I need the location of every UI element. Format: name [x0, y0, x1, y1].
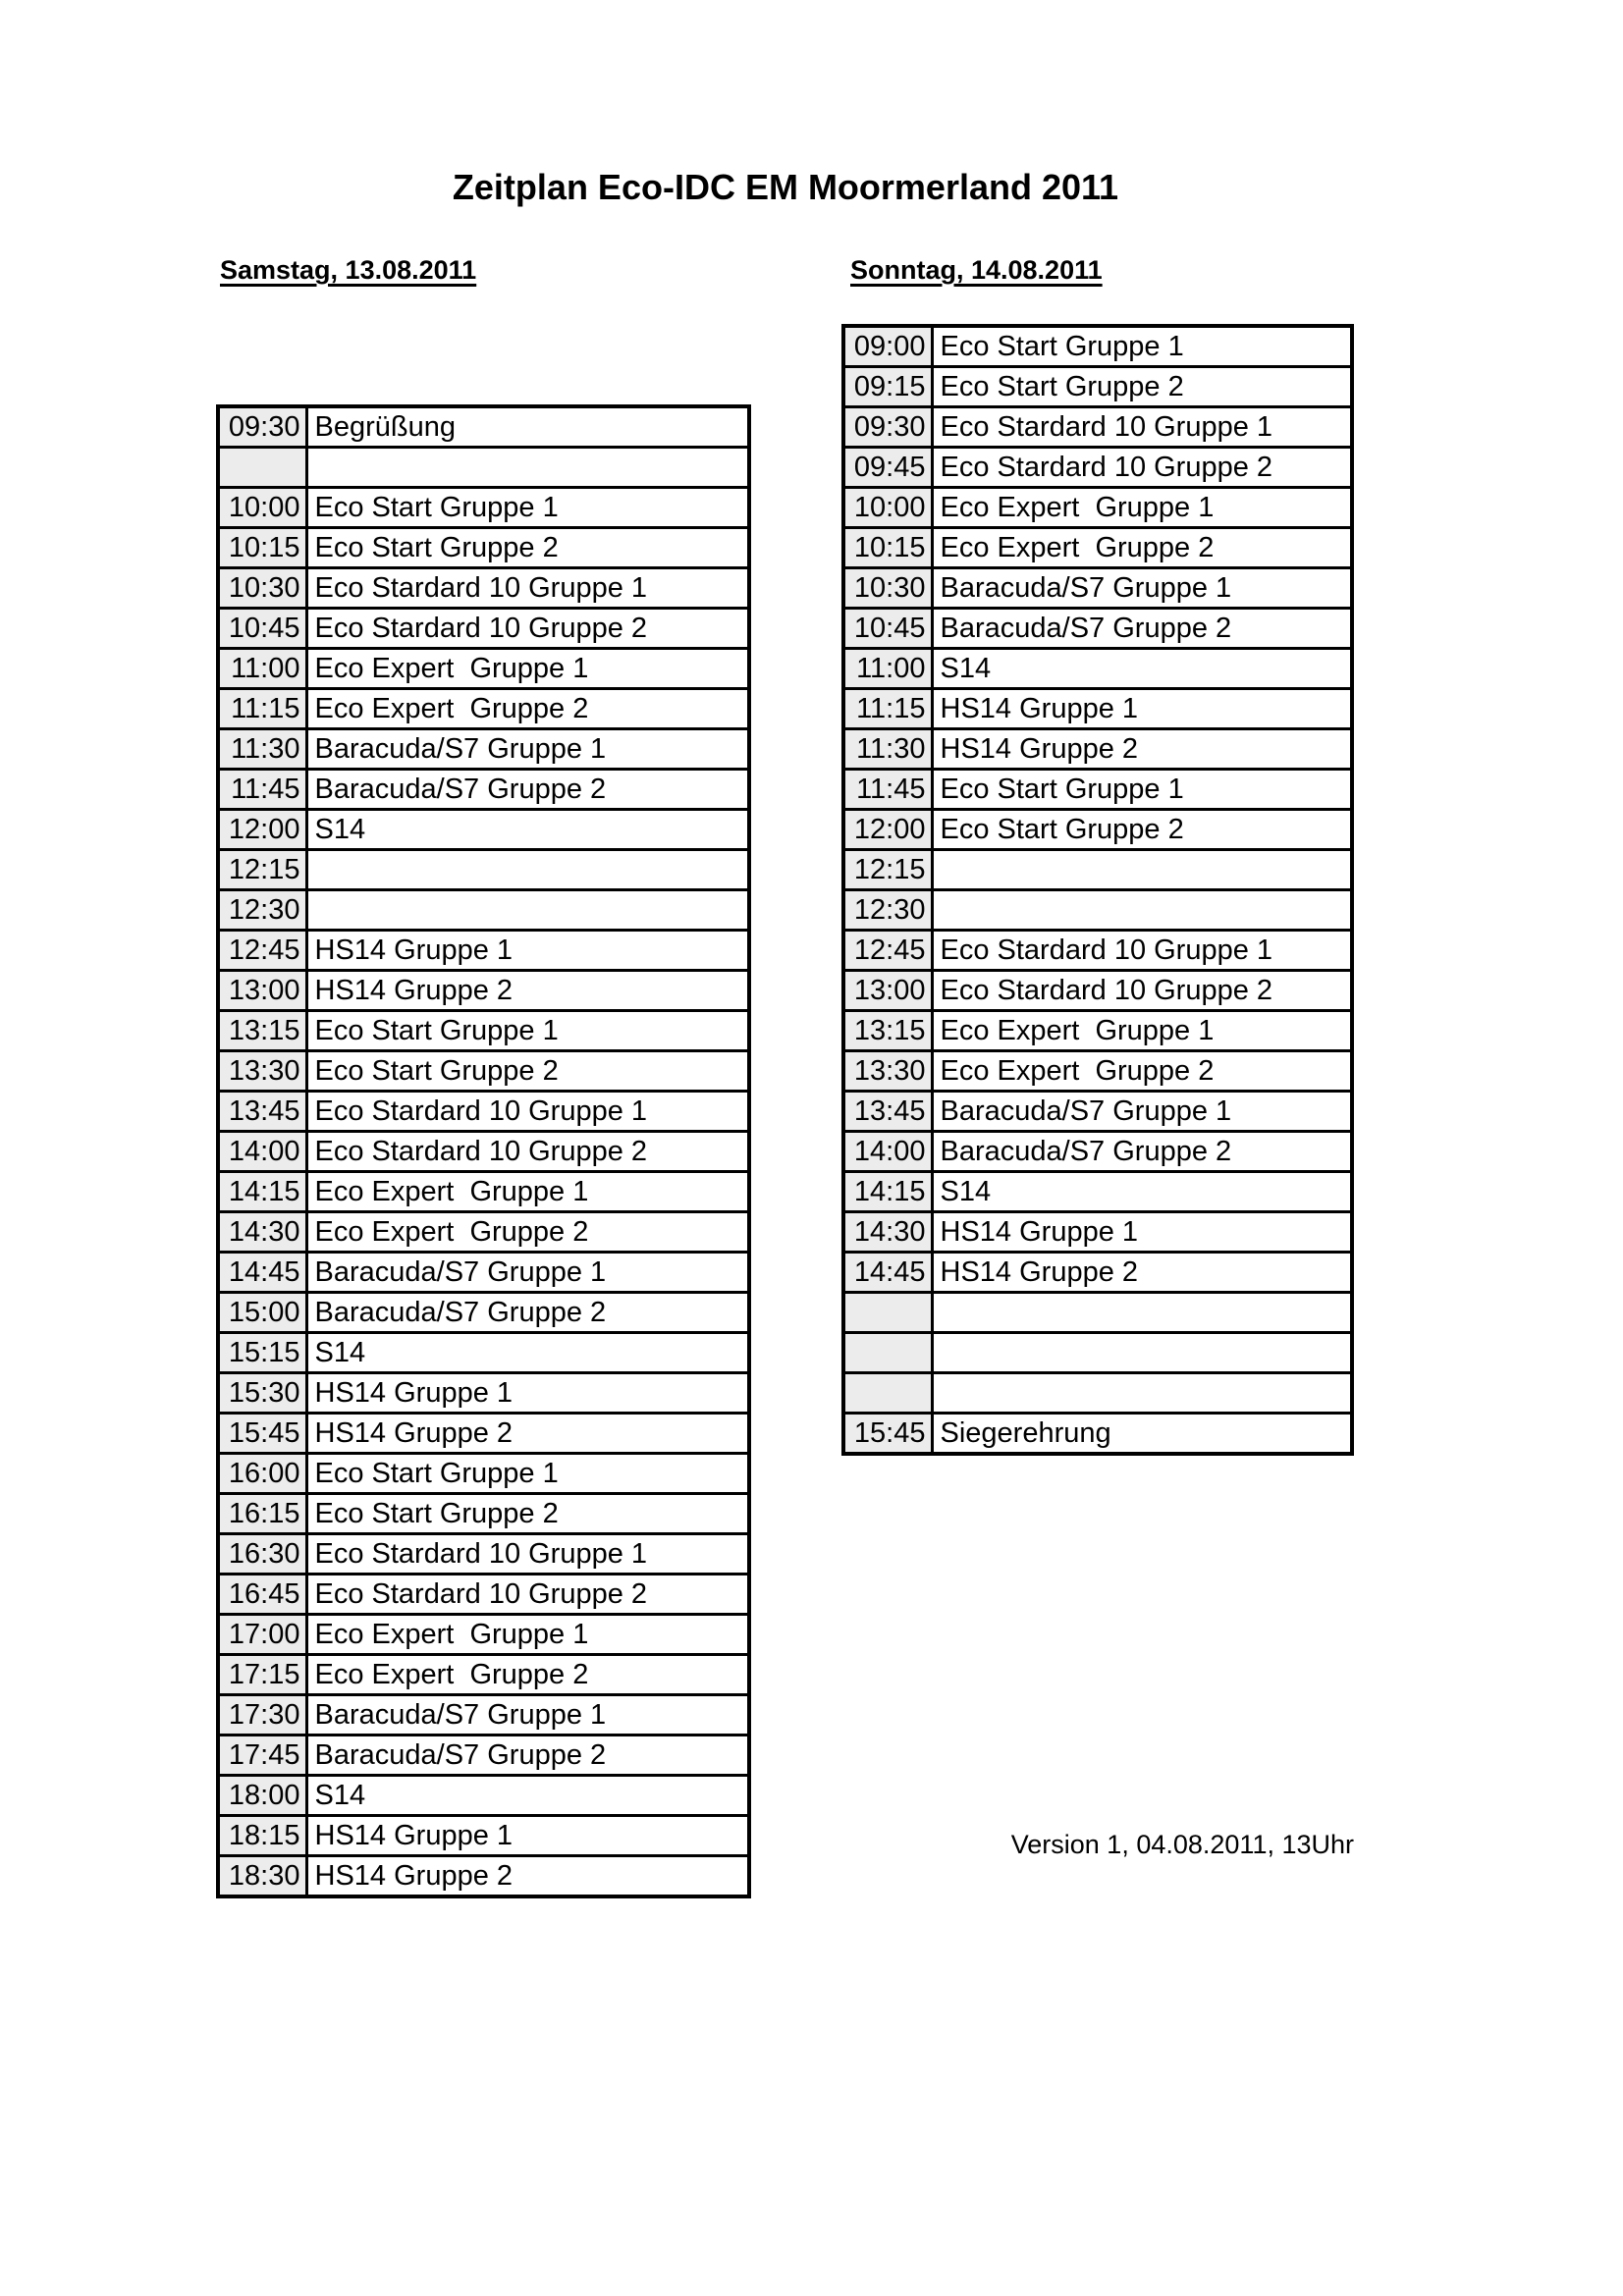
time-cell: 11:15	[843, 689, 932, 729]
event-cell: Baracuda/S7 Gruppe 1	[306, 729, 749, 770]
time-cell: 17:00	[218, 1615, 306, 1655]
time-cell: 15:15	[218, 1333, 306, 1373]
event-cell: Eco Start Gruppe 1	[306, 1454, 749, 1494]
schedule-row	[218, 1856, 749, 1897]
time-cell: 11:00	[218, 649, 306, 689]
time-cell: 17:45	[218, 1735, 306, 1776]
schedule-row	[843, 890, 1352, 931]
time-cell: 12:00	[843, 810, 932, 850]
schedule-row	[218, 971, 749, 1011]
event-cell: Eco Start Gruppe 1	[306, 488, 749, 528]
time-cell: 14:30	[218, 1212, 306, 1253]
event-cell: Eco Stardard 10 Gruppe 2	[932, 971, 1352, 1011]
event-cell: Eco Expert Gruppe 2	[306, 1212, 749, 1253]
schedule-row	[843, 1011, 1352, 1051]
schedule-row	[218, 1575, 749, 1615]
schedule-row	[843, 931, 1352, 971]
event-cell: S14	[932, 1172, 1352, 1212]
time-cell: 14:45	[218, 1253, 306, 1293]
event-cell: Baracuda/S7 Gruppe 1	[306, 1253, 749, 1293]
schedule-row	[218, 1172, 749, 1212]
event-cell: Baracuda/S7 Gruppe 2	[306, 770, 749, 810]
time-cell: 12:15	[218, 850, 306, 890]
schedule-row	[843, 609, 1352, 649]
event-cell: Eco Stardard 10 Gruppe 2	[306, 1132, 749, 1172]
schedule-row	[218, 1534, 749, 1575]
schedule-row	[218, 1816, 749, 1856]
schedule-row	[843, 770, 1352, 810]
event-cell: S14	[932, 649, 1352, 689]
schedule-row	[843, 568, 1352, 609]
time-cell: 10:30	[843, 568, 932, 609]
event-cell: HS14 Gruppe 1	[306, 1373, 749, 1414]
time-cell: 14:15	[843, 1172, 932, 1212]
schedule-row	[218, 1293, 749, 1333]
schedule-row	[218, 1414, 749, 1454]
time-cell: 10:30	[218, 568, 306, 609]
time-cell: 11:30	[843, 729, 932, 770]
schedule-row	[218, 1735, 749, 1776]
event-cell: HS14 Gruppe 2	[306, 1414, 749, 1454]
event-cell: Eco Start Gruppe 2	[306, 1494, 749, 1534]
event-cell: Eco Start Gruppe 2	[932, 810, 1352, 850]
event-cell: Baracuda/S7 Gruppe 2	[932, 1132, 1352, 1172]
time-cell: 13:30	[843, 1051, 932, 1092]
time-cell: 12:00	[218, 810, 306, 850]
event-cell: Baracuda/S7 Gruppe 2	[932, 609, 1352, 649]
event-cell	[932, 1333, 1352, 1373]
schedule-row	[218, 528, 749, 568]
schedule-row	[843, 1172, 1352, 1212]
schedule-row	[218, 890, 749, 931]
time-cell: 16:45	[218, 1575, 306, 1615]
schedule-row	[218, 1776, 749, 1816]
schedule-row	[843, 1092, 1352, 1132]
time-cell: 11:15	[218, 689, 306, 729]
schedule-row	[218, 1373, 749, 1414]
time-cell: 14:45	[843, 1253, 932, 1293]
schedule-row	[843, 729, 1352, 770]
time-cell	[843, 1293, 932, 1333]
event-cell: S14	[306, 1776, 749, 1816]
time-cell: 13:30	[218, 1051, 306, 1092]
version-footer: Version 1, 04.08.2011, 13Uhr	[1010, 1830, 1354, 1859]
event-cell: HS14 Gruppe 1	[932, 689, 1352, 729]
event-cell: Eco Stardard 10 Gruppe 1	[932, 407, 1352, 448]
time-cell	[218, 448, 306, 488]
time-cell: 09:00	[843, 326, 932, 367]
schedule-row	[843, 1373, 1352, 1414]
event-cell: HS14 Gruppe 1	[932, 1212, 1352, 1253]
event-cell: Baracuda/S7 Gruppe 1	[932, 568, 1352, 609]
schedule-row	[218, 1212, 749, 1253]
schedule-row	[843, 689, 1352, 729]
schedule-row	[843, 488, 1352, 528]
time-cell: 18:00	[218, 1776, 306, 1816]
schedule-row	[843, 448, 1352, 488]
time-cell	[843, 1373, 932, 1414]
time-cell: 18:15	[218, 1816, 306, 1856]
event-cell	[306, 850, 749, 890]
event-cell: HS14 Gruppe 1	[306, 1816, 749, 1856]
time-cell: 18:30	[218, 1856, 306, 1897]
schedule-row	[218, 1051, 749, 1092]
time-cell: 10:00	[218, 488, 306, 528]
event-cell: Eco Stardard 10 Gruppe 1	[306, 568, 749, 609]
event-cell: Eco Start Gruppe 1	[932, 770, 1352, 810]
schedule-row	[218, 568, 749, 609]
event-cell: HS14 Gruppe 2	[306, 971, 749, 1011]
time-cell: 09:15	[843, 367, 932, 407]
event-cell	[932, 1293, 1352, 1333]
event-cell: HS14 Gruppe 2	[306, 1856, 749, 1897]
event-cell: Eco Expert Gruppe 1	[306, 649, 749, 689]
event-cell: HS14 Gruppe 2	[932, 1253, 1352, 1293]
time-cell: 09:30	[218, 406, 306, 448]
saturday-table-body	[218, 406, 749, 1896]
event-cell: S14	[306, 1333, 749, 1373]
time-cell: 13:00	[843, 971, 932, 1011]
schedule-row	[218, 1615, 749, 1655]
sunday-heading: Sonntag, 14.08.2011	[850, 255, 1103, 285]
event-cell: Baracuda/S7 Gruppe 1	[306, 1695, 749, 1735]
schedule-row	[218, 448, 749, 488]
event-cell	[932, 890, 1352, 931]
schedule-row	[843, 649, 1352, 689]
schedule-row	[218, 1253, 749, 1293]
schedule-row	[218, 810, 749, 850]
schedule-row	[218, 1695, 749, 1735]
time-cell: 10:15	[218, 528, 306, 568]
time-cell: 12:30	[218, 890, 306, 931]
event-cell	[932, 850, 1352, 890]
time-cell: 11:45	[218, 770, 306, 810]
time-cell: 16:00	[218, 1454, 306, 1494]
time-cell: 11:45	[843, 770, 932, 810]
event-cell: HS14 Gruppe 1	[306, 931, 749, 971]
schedule-row	[218, 1011, 749, 1051]
schedule-row	[843, 1333, 1352, 1373]
time-cell: 15:45	[843, 1414, 932, 1455]
time-cell: 11:30	[218, 729, 306, 770]
event-cell: Eco Stardard 10 Gruppe 2	[306, 609, 749, 649]
time-cell	[843, 1333, 932, 1373]
saturday-table	[216, 404, 751, 1898]
schedule-row	[218, 850, 749, 890]
schedule-row	[218, 1655, 749, 1695]
saturday-heading: Samstag, 13.08.2011	[220, 255, 477, 285]
schedule-row	[843, 1253, 1352, 1293]
time-cell: 10:00	[843, 488, 932, 528]
schedule-row	[843, 1293, 1352, 1333]
schedule-row	[218, 1333, 749, 1373]
time-cell: 09:45	[843, 448, 932, 488]
schedule-row	[218, 609, 749, 649]
schedule-row	[218, 488, 749, 528]
event-cell	[306, 448, 749, 488]
page-title: Zeitplan Eco-IDC EM Moormerland 2011	[452, 167, 1119, 207]
schedule-row	[843, 528, 1352, 568]
time-cell: 10:45	[218, 609, 306, 649]
time-cell: 15:45	[218, 1414, 306, 1454]
time-cell: 16:30	[218, 1534, 306, 1575]
time-cell: 14:15	[218, 1172, 306, 1212]
event-cell: HS14 Gruppe 2	[932, 729, 1352, 770]
schedule-row	[843, 1212, 1352, 1253]
time-cell: 12:45	[218, 931, 306, 971]
time-cell: 16:15	[218, 1494, 306, 1534]
event-cell: Eco Stardard 10 Gruppe 2	[306, 1575, 749, 1615]
event-cell: Baracuda/S7 Gruppe 1	[932, 1092, 1352, 1132]
event-cell: Eco Stardard 10 Gruppe 1	[306, 1534, 749, 1575]
event-cell: Eco Stardard 10 Gruppe 1	[306, 1092, 749, 1132]
event-cell: Eco Start Gruppe 2	[306, 1051, 749, 1092]
event-cell: Eco Expert Gruppe 1	[932, 1011, 1352, 1051]
schedule-row	[843, 850, 1352, 890]
time-cell: 13:15	[218, 1011, 306, 1051]
event-cell: Eco Stardard 10 Gruppe 1	[932, 931, 1352, 971]
time-cell: 14:00	[843, 1132, 932, 1172]
event-cell: Eco Start Gruppe 1	[306, 1011, 749, 1051]
event-cell: Eco Expert Gruppe 2	[306, 1655, 749, 1695]
event-cell: Eco Stardard 10 Gruppe 2	[932, 448, 1352, 488]
event-cell: Eco Expert Gruppe 2	[932, 1051, 1352, 1092]
time-cell: 15:00	[218, 1293, 306, 1333]
schedule-row	[218, 770, 749, 810]
event-cell: Eco Start Gruppe 1	[932, 326, 1352, 367]
schedule-row	[218, 1132, 749, 1172]
schedule-row	[218, 729, 749, 770]
event-cell: Eco Expert Gruppe 2	[306, 689, 749, 729]
sunday-table-body	[843, 326, 1352, 1454]
event-cell: Siegerehrung	[932, 1414, 1352, 1455]
schedule-row	[218, 1454, 749, 1494]
schedule-row	[843, 1051, 1352, 1092]
event-cell	[306, 890, 749, 931]
time-cell: 10:15	[843, 528, 932, 568]
time-cell: 12:45	[843, 931, 932, 971]
event-cell: Eco Expert Gruppe 2	[932, 528, 1352, 568]
event-cell: Baracuda/S7 Gruppe 2	[306, 1293, 749, 1333]
schedule-row	[218, 689, 749, 729]
event-cell: Begrüßung	[306, 406, 749, 448]
time-cell: 09:30	[843, 407, 932, 448]
schedule-row	[218, 931, 749, 971]
event-cell: Eco Expert Gruppe 1	[306, 1615, 749, 1655]
event-cell: Eco Expert Gruppe 1	[306, 1172, 749, 1212]
schedule-row	[843, 407, 1352, 448]
event-cell	[932, 1373, 1352, 1414]
time-cell: 17:15	[218, 1655, 306, 1695]
time-cell: 10:45	[843, 609, 932, 649]
time-cell: 14:00	[218, 1132, 306, 1172]
time-cell: 13:00	[218, 971, 306, 1011]
schedule-row	[218, 1494, 749, 1534]
schedule-row	[218, 406, 749, 448]
sunday-table	[841, 324, 1354, 1456]
time-cell: 12:30	[843, 890, 932, 931]
schedule-row	[218, 1092, 749, 1132]
time-cell: 13:15	[843, 1011, 932, 1051]
schedule-row	[843, 326, 1352, 367]
time-cell: 11:00	[843, 649, 932, 689]
event-cell: Eco Start Gruppe 2	[306, 528, 749, 568]
time-cell: 13:45	[218, 1092, 306, 1132]
schedule-row	[843, 1414, 1352, 1455]
event-cell: Baracuda/S7 Gruppe 2	[306, 1735, 749, 1776]
time-cell: 14:30	[843, 1212, 932, 1253]
time-cell: 13:45	[843, 1092, 932, 1132]
time-cell: 17:30	[218, 1695, 306, 1735]
schedule-row	[843, 810, 1352, 850]
event-cell: Eco Start Gruppe 2	[932, 367, 1352, 407]
time-cell: 12:15	[843, 850, 932, 890]
time-cell: 15:30	[218, 1373, 306, 1414]
schedule-row	[843, 1132, 1352, 1172]
schedule-row	[218, 649, 749, 689]
schedule-row	[843, 367, 1352, 407]
schedule-row	[843, 971, 1352, 1011]
event-cell: S14	[306, 810, 749, 850]
event-cell: Eco Expert Gruppe 1	[932, 488, 1352, 528]
